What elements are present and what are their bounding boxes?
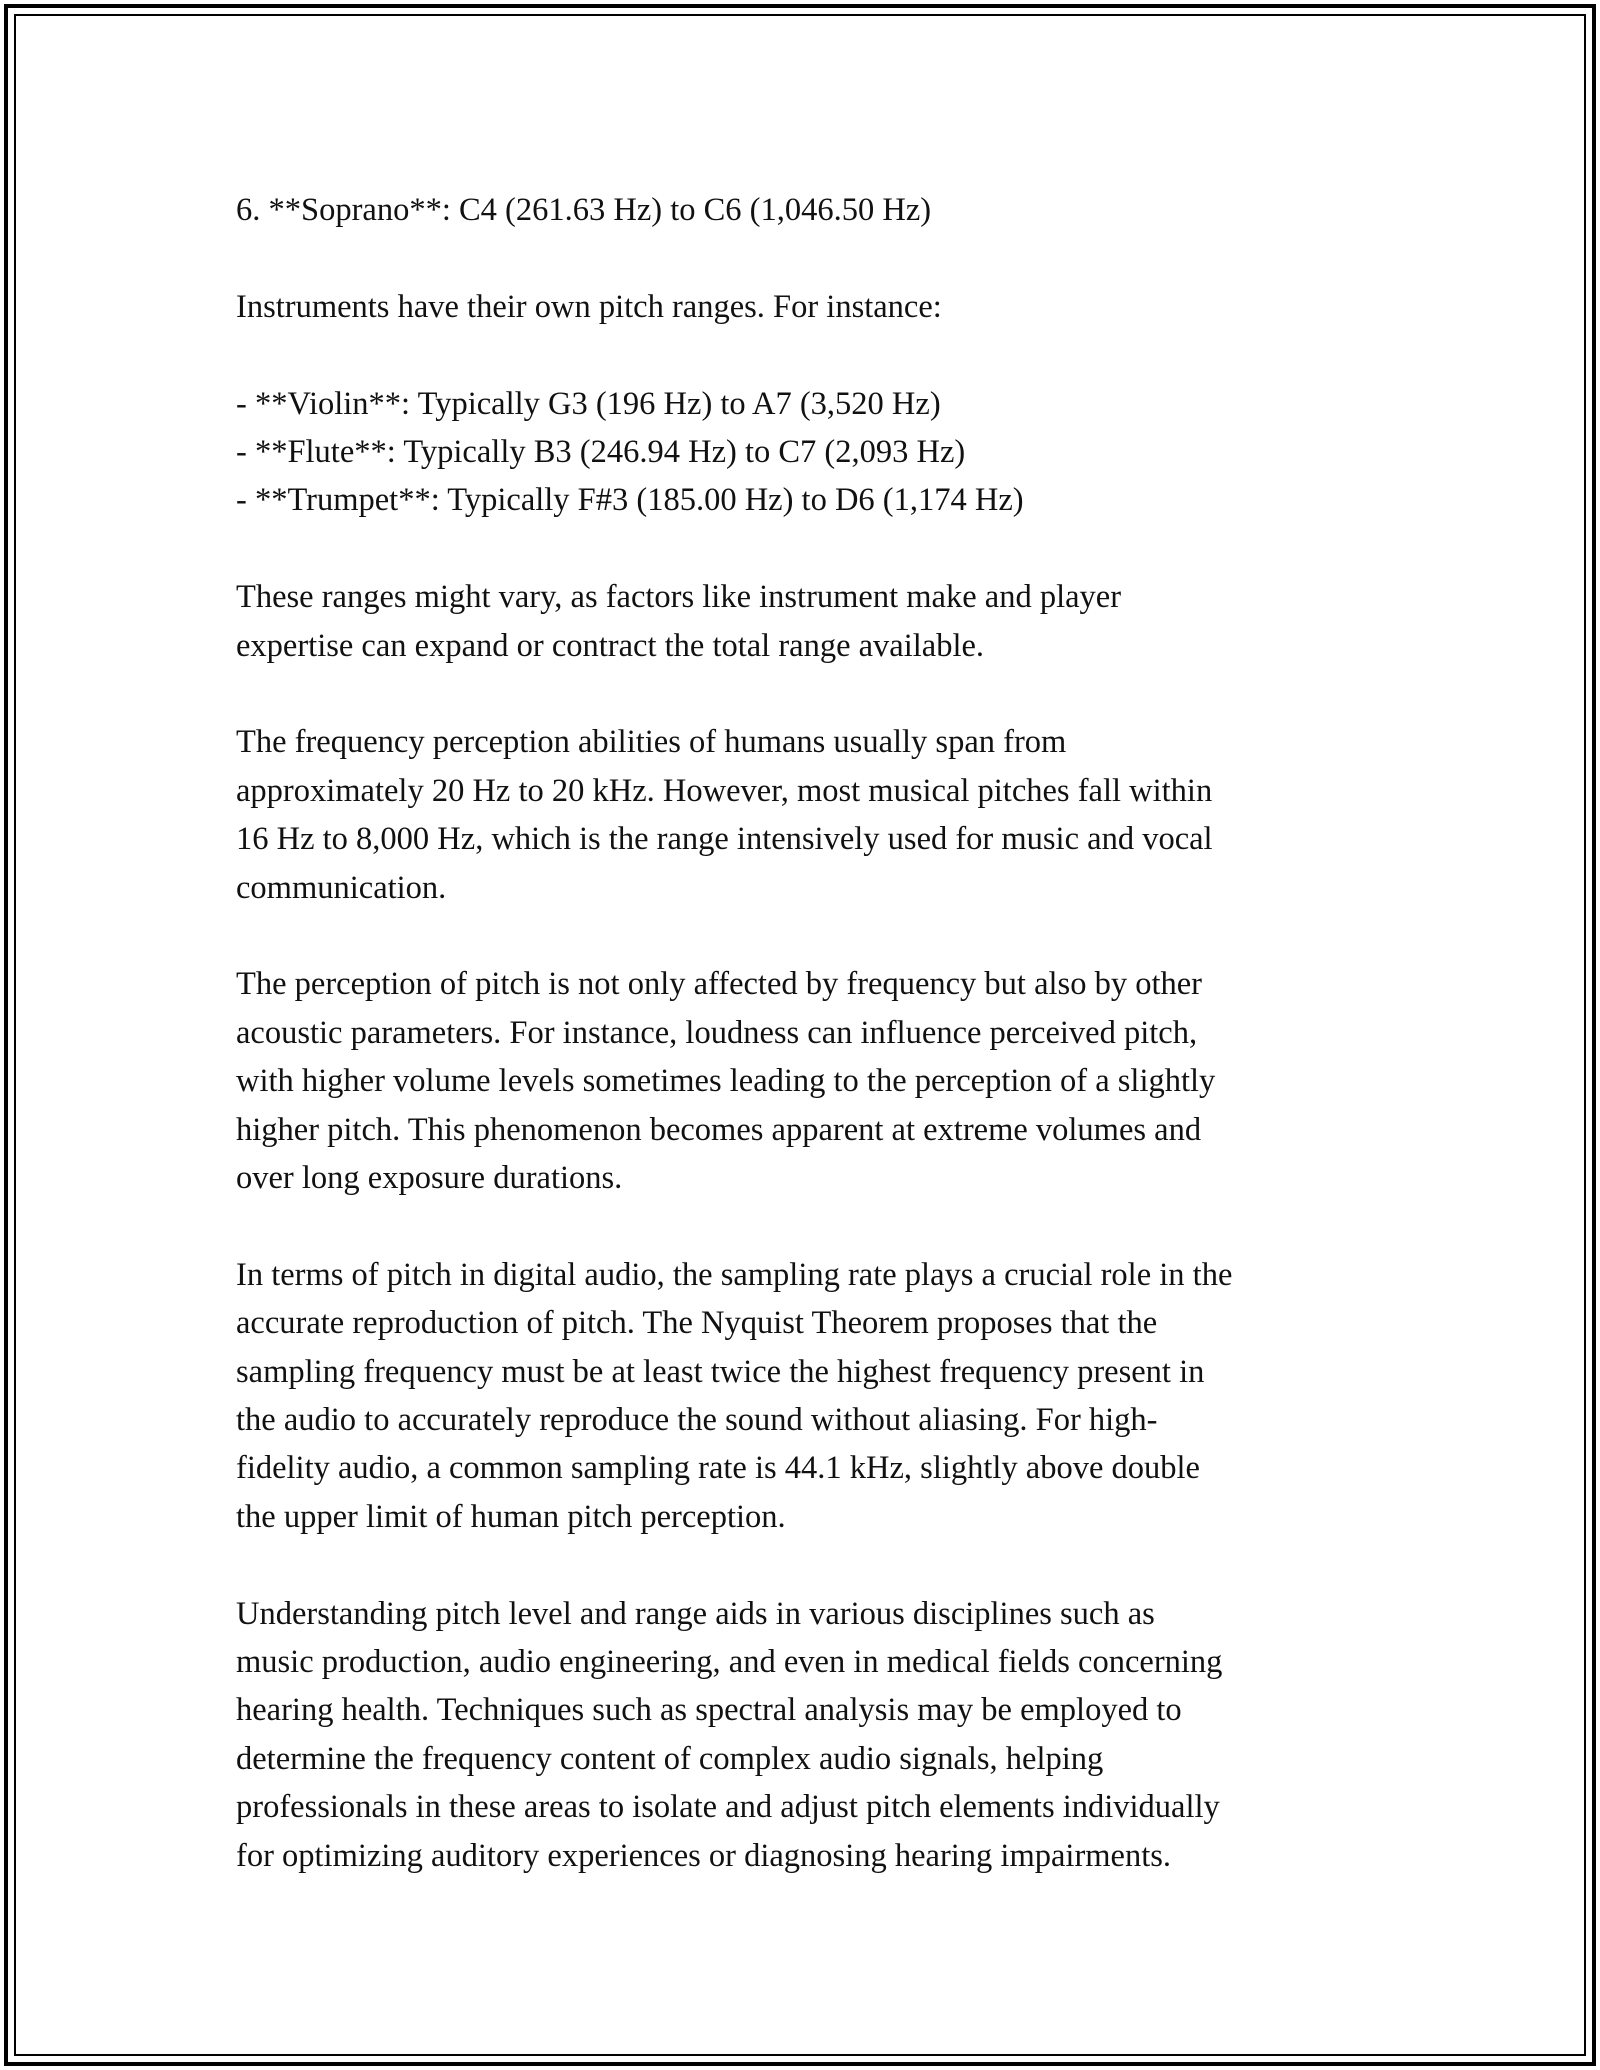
paragraph-frequency-perception: The frequency perception abilities of humans usually span from approximately 20 Hz to 20 kHz. However, most musical pitches fall within 16 Hz to 8,000 Hz, which is the range intensively used for music and vocal communication. bbox=[236, 724, 1213, 906]
paragraph-digital-audio: In terms of pitch in digital audio, the sampling rate plays a crucial role in the accurate reproduction of pitch. The Nyquist Theorem proposes that the sampling frequency must be at least twice the highest frequency present in the audio to accurately reproduce the sound without aliasing. For high- fidelity audio, a common sampling rate is 44.1 kHz, slightly above double the upper limit of human pitch perception. bbox=[236, 1256, 1233, 1535]
soprano-range-line: 6. **Soprano**: C4 (261.63 Hz) to C6 (1,046.50 Hz) bbox=[236, 192, 932, 228]
paragraph-applications: Understanding pitch level and range aids in various disciplines such as music production, audio engineering, and even in medical fields concerning hearing health. Techniques such as spectral analysis may be employed to determine the frequency content of complex audio signals, helping professionals in these areas to isolate and adjust pitch elements individually for optimizing auditory experiences or diagnosing hearing impairments. bbox=[236, 1595, 1223, 1874]
list-item-violin: - **Violin**: Typically G3 (196 Hz) to A7 (3,520 Hz) bbox=[236, 385, 941, 422]
list-item-trumpet: - **Trumpet**: Typically F#3 (185.00 Hz) to D6 (1,174 Hz) bbox=[236, 482, 1024, 519]
list-item-flute: - **Flute**: Typically B3 (246.94 Hz) to C7 (2,093 Hz) bbox=[236, 434, 966, 470]
instruments-intro: Instruments have their own pitch ranges. For instance: bbox=[236, 288, 942, 325]
paragraph-loudness-pitch: The perception of pitch is not only affected by frequency but also by other acoustic parameters. For instance, loudness can influence perceived pitch, with higher volume levels sometimes leading to the perception of a slightly higher pitch. This phenomenon becomes apparent at extreme volumes and over long exposure durations. bbox=[236, 966, 1216, 1197]
document-body bbox=[236, 186, 1366, 1929]
paragraph-range-variation: These ranges might vary, as factors like instrument make and player expertise can expand or contract the total range available. bbox=[236, 579, 1122, 664]
instrument-range-list bbox=[236, 380, 1366, 525]
